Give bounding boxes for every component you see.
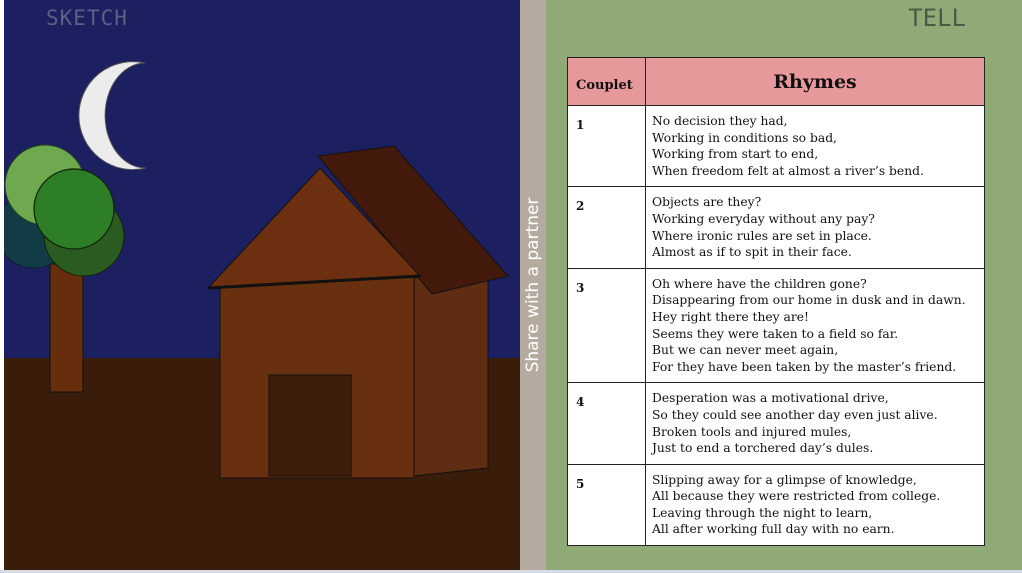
tree-icon xyxy=(4,145,124,392)
couplet-number: 4 xyxy=(568,383,646,464)
table-row xyxy=(568,187,985,268)
rhyme-line: Hey right there they are! xyxy=(652,309,809,324)
table-row xyxy=(568,464,985,545)
table-row xyxy=(568,106,985,187)
rhyme-line: Disappearing from our home in dusk and in dawn. xyxy=(652,293,966,308)
rhyme-line: All after working full day with no earn. xyxy=(652,522,895,537)
sketch-panel xyxy=(4,0,520,571)
rhyme-line: Objects are they? xyxy=(652,195,762,210)
rhyme-line: Broken tools and injured mules, xyxy=(652,424,852,439)
rhyme-text xyxy=(646,187,985,268)
rhyme-line: For they have been taken by the master’s friend. xyxy=(652,359,957,374)
rhyme-line: Just to end a torchered day’s dules. xyxy=(652,441,874,456)
rhyme-text xyxy=(646,383,985,464)
rhyme-line: But we can never meet again, xyxy=(652,343,839,358)
rhyme-text xyxy=(646,464,985,545)
table-row xyxy=(568,383,985,464)
couplet-number: 2 xyxy=(568,187,646,268)
couplet-number: 1 xyxy=(568,106,646,187)
house-icon xyxy=(208,146,508,478)
rhyme-text xyxy=(646,106,985,187)
couplet-header: Couplet xyxy=(568,58,646,106)
rhyme-line: Almost as if to spit in their face. xyxy=(652,245,852,260)
rhyme-line: No decision they had, xyxy=(652,114,788,128)
rhyme-line: Where ironic rules are set in place. xyxy=(652,228,872,243)
tell-label: TELL xyxy=(908,4,966,32)
sketch-label: SKETCH xyxy=(46,6,128,30)
rhyme-line: Leaving through the night to learn, xyxy=(652,505,873,520)
table-row xyxy=(568,268,985,383)
rhyme-line: So they could see another day even just alive. xyxy=(652,407,938,422)
rhyme-line: Working in conditions so bad, xyxy=(652,130,837,145)
rhyme-text xyxy=(646,268,985,383)
rhymes-header: Rhymes xyxy=(646,58,985,106)
crescent-moon-icon xyxy=(79,62,146,170)
rhymes-table xyxy=(567,57,985,546)
share-with-partner-text: Share with a partner xyxy=(523,197,543,373)
couplet-number: 3 xyxy=(568,268,646,383)
rhyme-line: Working from start to end, xyxy=(652,147,819,162)
sketch-scene xyxy=(4,0,520,571)
rhyme-line: Oh where have the children gone? xyxy=(652,276,867,291)
rhyme-line: Desperation was a motivational drive, xyxy=(652,391,889,406)
rhyme-line: Working everyday without any pay? xyxy=(652,211,875,226)
rhyme-line: When freedom felt at almost a river’s bend. xyxy=(652,163,924,178)
couplet-number: 5 xyxy=(568,464,646,545)
rhyme-line: Seems they were taken to a field so far. xyxy=(652,326,899,341)
table-header-row xyxy=(568,58,985,106)
rhyme-line: Slipping away for a glimpse of knowledge, xyxy=(652,472,917,487)
rhyme-line: All because they were restricted from college. xyxy=(652,489,941,504)
house-door xyxy=(269,375,351,476)
